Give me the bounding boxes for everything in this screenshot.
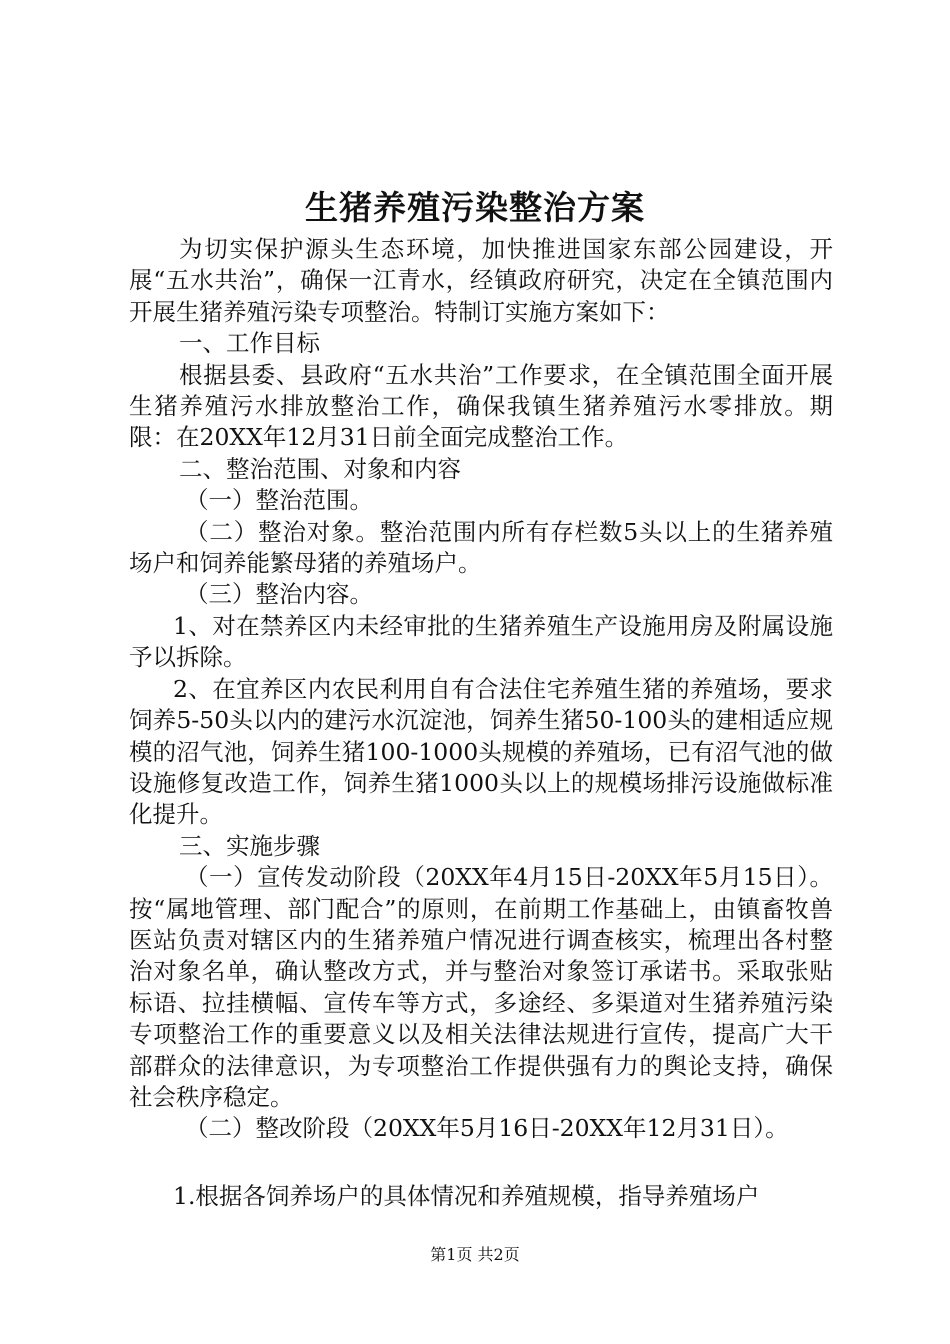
rectification-item-1: 1.根据各饲养场户的具体情况和养殖规模，指导养殖场户 bbox=[173, 1181, 760, 1210]
content-item-2: 2、在宜养区内农民利用自有合法住宅养殖生猪的养殖场，要求饲养5-50头以内的建污水沉淀池，饲养生猪50-100头的建相适应规模的沼气池，饲养生猪100-1000头规模的养殖场，已有沼气池的做设施修复改造工作，饲养生猪1000头以上的规模场排污设施做标准化提升。 bbox=[129, 674, 833, 829]
document-body bbox=[129, 234, 833, 1212]
section-heading-scope: 二、整治范围、对象和内容 bbox=[179, 454, 461, 483]
subsection-targets: （二）整治对象。整治范围内所有存栏数5头以上的生猪养殖场户和饲养能繁母猪的养殖场户。 bbox=[129, 517, 833, 578]
section-heading-steps: 三、实施步骤 bbox=[179, 831, 320, 860]
section-heading-goal: 一、工作目标 bbox=[179, 329, 320, 358]
intro-paragraph: 为切实保护源头生态环境，加快推进国家东部公园建设，开展“五水共治”，确保一江青水，经镇政府研究，决定在全镇范围内开展生猪养殖污染专项整治。特制订实施方案如下： bbox=[129, 235, 833, 326]
step-publicity-paragraph: （一）宣传发动阶段（20XX年4月15日-20XX年5月15日）。按“属地管理、部门配合”的原则，在前期工作基础上，由镇畜牧兽医站负责对辖区内的生猪养殖户情况进行调查核实，梳理出各村整治对象名单，确认整改方式，并与整治对象签订承诺书。采取张贴标语、拉挂横幅、宣传车等方式，多途经、多渠道对生猪养殖污染专项整治工作的重要意义以及相关法律法规进行宣传，提高广大干部群众的法律意识，为专项整治工作提供强有力的舆论支持，确保社会秩序稳定。 bbox=[129, 863, 833, 1111]
content-item-1: 1、对在禁养区内未经审批的生猪养殖生产设施用房及附属设施予以拆除。 bbox=[129, 611, 833, 672]
goal-paragraph: 根据县委、县政府“五水共治”工作要求，在全镇范围全面开展生猪养殖污水排放整治工作，确保我镇生猪养殖污水零排放。期限：在20XX年12月31日前全面完成整治工作。 bbox=[129, 360, 833, 452]
subsection-scope: （一）整治范围。 bbox=[185, 486, 373, 515]
step-rectification-heading: （二）整改阶段（20XX年5月16日-20XX年12月31日）。 bbox=[185, 1114, 789, 1143]
page-number-footer: 第1页 共2页 bbox=[430, 1245, 520, 1264]
document-title: 生猪养殖污染整治方案 bbox=[305, 188, 645, 227]
subsection-content: （三）整治内容。 bbox=[185, 580, 373, 609]
